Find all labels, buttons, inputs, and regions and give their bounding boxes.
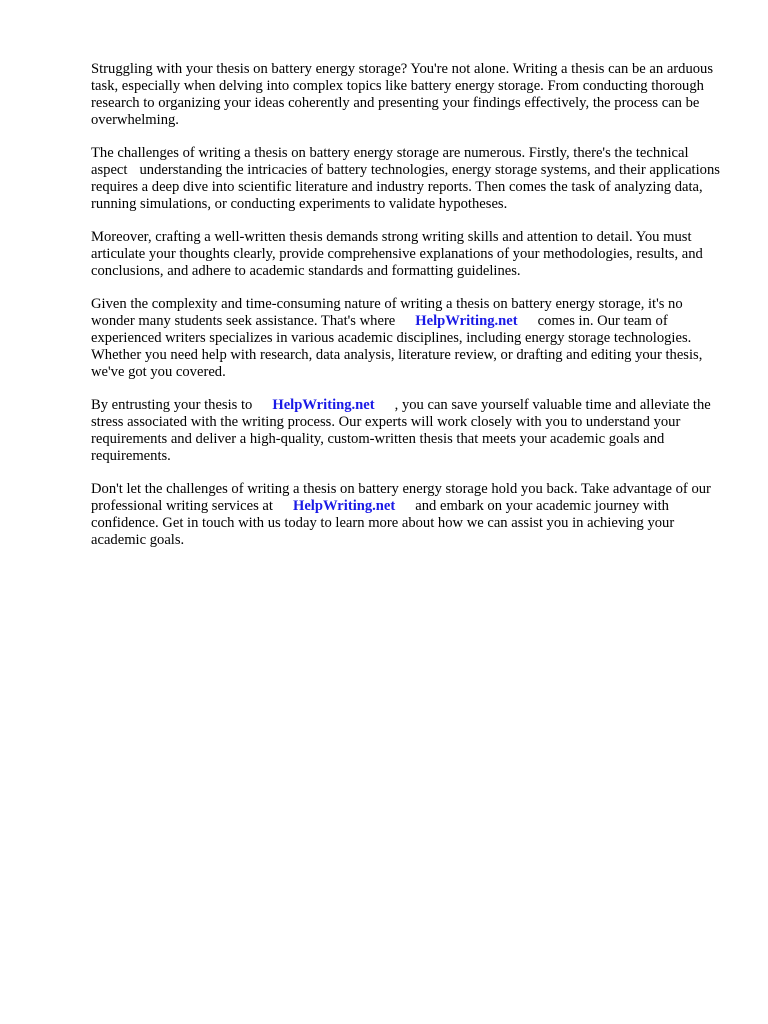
paragraph-text: Don't let the challenges of writing a thesis on battery energy storage hold you back. Take advantage of our professional writing services at (91, 481, 711, 514)
paragraph-entrusting (91, 397, 727, 465)
paragraph-text: Struggling with your thesis on battery energy storage? You're not alone. Writing a thesis can be an arduous task, especially when delving into complex topics like battery energy storage. From conducting thorough research to organizing your ideas coherently and presenting your findings effectively, the process can be overwhelming. (91, 61, 714, 128)
paragraph-writing-skills (91, 229, 727, 280)
paragraph-text: , you can save yourself valuable time and alleviate the stress associated with the writing process. Our experts will work closely with you to understand your requirements and deliver a high-quality, custom-written thesis that meets your academic goals and requirements. (91, 397, 711, 464)
helpwriting-link[interactable]: HelpWriting.net (415, 313, 518, 329)
paragraph-text: understanding the intricacies of battery technologies, energy storage systems, and their applications requires a deep dive into scientific literature and industry reports. Then comes the task of analyzing data, running simulations, or conducting experiments to validate hypotheses. (91, 162, 720, 212)
helpwriting-link[interactable]: HelpWriting.net (272, 397, 375, 413)
paragraph-call-to-action (91, 481, 727, 549)
paragraph-text: Given the complexity and time-consuming nature of writing a thesis on battery energy storage, it's no wonder many students seek assistance. That's where (91, 296, 683, 329)
paragraph-text: By entrusting your thesis to (91, 397, 253, 413)
paragraph-text: and embark on your academic journey with confidence. Get in touch with us today to learn more about how we can assist you in achieving your academic goals. (91, 498, 675, 548)
paragraph-challenges (91, 145, 727, 213)
paragraph-assistance (91, 296, 727, 381)
document-page (91, 61, 727, 565)
paragraph-intro (91, 61, 727, 129)
helpwriting-link[interactable]: HelpWriting.net (292, 498, 396, 514)
paragraph-text: The challenges of writing a thesis on battery energy storage are numerous. Firstly, there's the technical aspect (91, 145, 689, 178)
paragraph-text: Moreover, crafting a well-written thesis demands strong writing skills and attention to detail. You must articulate your thoughts clearly, provide comprehensive explanations of your methodologies, results, and conclusions, and adhere to academic standards and formatting guidelines. (91, 229, 703, 279)
paragraph-text: comes in. Our team of experienced writers specializes in various academic disciplines, including energy storage technologies. Whether you need help with research, data analysis, literature review, or drafting and editing your thesis, we've got you covered. (91, 313, 703, 380)
